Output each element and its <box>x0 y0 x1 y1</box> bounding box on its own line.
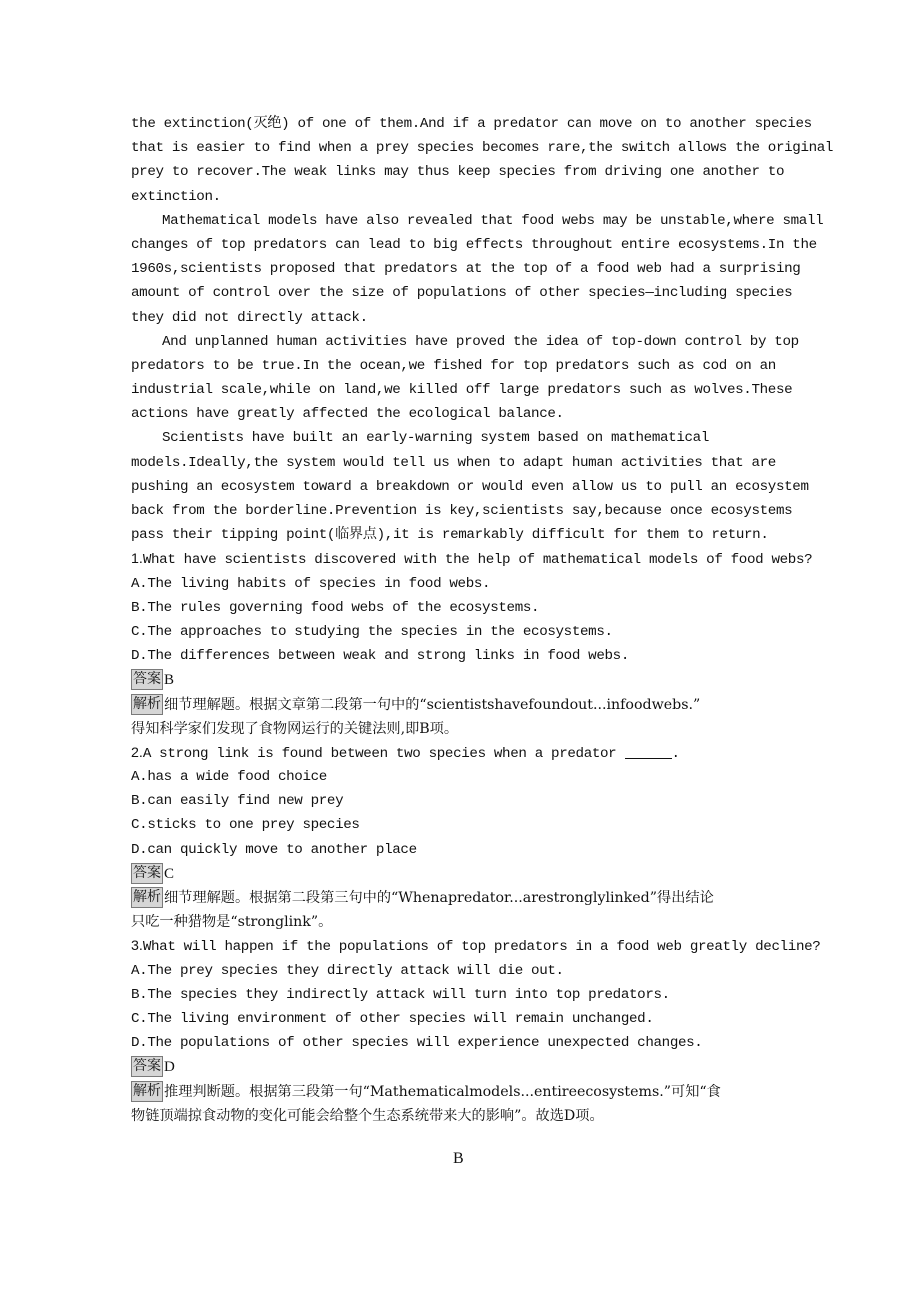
analysis-text-cont: 得知科学家们发现了食物网运行的关键法则,即B项。 <box>131 720 459 737</box>
passage-line: 1960s,scientists proposed that predators at the top of a food web had a surprising <box>131 261 801 278</box>
option-c: C.The approaches to studying the species in the ecosystems. <box>131 623 613 640</box>
passage-line: pushing an ecosystem toward a breakdown or would even allow us to pull an ecosystem <box>131 478 809 495</box>
passage <box>131 112 834 547</box>
option-c: C.sticks to one prey species <box>131 817 360 834</box>
passage-line: actions have greatly affected the ecological balance. <box>131 406 564 423</box>
answer-value: D <box>164 1059 175 1076</box>
passage-line: prey to recover.The weak links may thus keep species from driving one another to <box>131 164 785 181</box>
analysis-row <box>131 693 821 717</box>
answer-tag: 答案 <box>131 863 163 884</box>
analysis-row <box>131 886 821 910</box>
option-d: D.can quickly move to another place <box>131 841 417 858</box>
analysis-text-cont: 只吃一种猎物是“stronglink”。 <box>131 914 333 931</box>
option-d: D.The populations of other species will experience unexpected changes. <box>131 1035 703 1052</box>
passage-line: models.Ideally,the system would tell us when to adapt human activities that are <box>131 454 776 471</box>
analysis-tag: 解析 <box>131 694 163 715</box>
passage-line: they did not directly attack. <box>131 309 368 326</box>
analysis-text: 细节理解题。根据第二段第三句中的“Whenapredator...arestronglylinked”得出结论 <box>164 890 714 906</box>
answer-row <box>131 668 821 692</box>
passage-line: the extinction(灭绝) of one of them.And if a predator can move on to another species <box>131 116 812 132</box>
passage-line: amount of control over the size of populations of other species—including species <box>131 285 793 302</box>
answer-row <box>131 862 821 886</box>
option-c: C.The living environment of other species will remain unchanged. <box>131 1010 654 1027</box>
option-b: B.The species they indirectly attack will turn into top predators. <box>131 986 670 1003</box>
passage-line: Scientists have built an early-warning system based on mathematical <box>162 430 709 447</box>
fill-in-blank <box>625 744 672 759</box>
question-stem <box>131 934 821 958</box>
analysis-text: 细节理解题。根据文章第二段第一句中的“scientistshavefoundout...infoodwebs.” <box>164 696 701 713</box>
option-a: A.The living habits of species in food webs. <box>131 575 491 592</box>
option-a: A.The prey species they directly attack will die out. <box>131 962 564 979</box>
option-b: B.The rules governing food webs of the ecosystems. <box>131 599 540 616</box>
passage-line: And unplanned human activities have proved the idea of top-down control by top <box>162 333 799 350</box>
question-number: 2. <box>131 744 143 761</box>
passage-line: pass their tipping point(临界点),it is remarkably difficult for them to return. <box>131 527 769 544</box>
question-number: 3. <box>131 938 143 955</box>
passage-line: industrial scale,while on land,we killed off large predators such as wolves.These <box>131 382 793 399</box>
answer-tag: 答案 <box>131 1056 163 1077</box>
analysis-text: 推理判断题。根据第三段第一句“Mathematicalmodels...entireecosystems.”可知“食 <box>164 1083 721 1100</box>
option-b: B.can easily find new prey <box>131 793 344 810</box>
question-2 <box>131 741 821 935</box>
passage-line: predators to be true.In the ocean,we fished for top predators such as cod on an <box>131 357 776 374</box>
section-label: B <box>453 1150 464 1167</box>
question-1 <box>131 547 821 741</box>
passage-line: that is easier to find when a prey species becomes rare,the switch allows the original <box>131 140 834 157</box>
passage-line: changes of top predators can lead to big effects throughout entire ecosystems.In the <box>131 236 817 253</box>
document-page <box>131 112 834 1128</box>
analysis-tag: 解析 <box>131 887 163 908</box>
question-text: What have scientists discovered with the help of mathematical models of food webs? <box>142 552 813 569</box>
question-text: What will happen if the populations of top predators in a food web greatly decline? <box>142 939 821 956</box>
question-stem <box>131 741 821 765</box>
analysis-row <box>131 1080 821 1104</box>
option-a: A.has a wide food choice <box>131 769 327 786</box>
question-text: A strong link is found between two species when a predator <box>142 745 625 762</box>
question-number: 1. <box>131 551 143 568</box>
answer-value: B <box>164 672 175 689</box>
question-stem <box>131 547 821 571</box>
passage-line: extinction. <box>131 188 221 205</box>
answer-value: C <box>164 865 175 882</box>
option-d: D.The differences between weak and strong links in food webs. <box>131 648 629 665</box>
question-3 <box>131 934 821 1128</box>
passage-line: Mathematical models have also revealed that food webs may be unstable,where small <box>162 212 824 229</box>
answer-tag: 答案 <box>131 669 163 690</box>
passage-line: back from the borderline.Prevention is key,scientists say,because once ecosystems <box>131 503 793 519</box>
analysis-tag: 解析 <box>131 1081 163 1102</box>
analysis-text-cont: 物链顶端掠食动物的变化可能会给整个生态系统带来大的影响”。故选D项。 <box>131 1107 604 1124</box>
answer-row <box>131 1055 821 1079</box>
question-text-end: . <box>671 745 680 762</box>
